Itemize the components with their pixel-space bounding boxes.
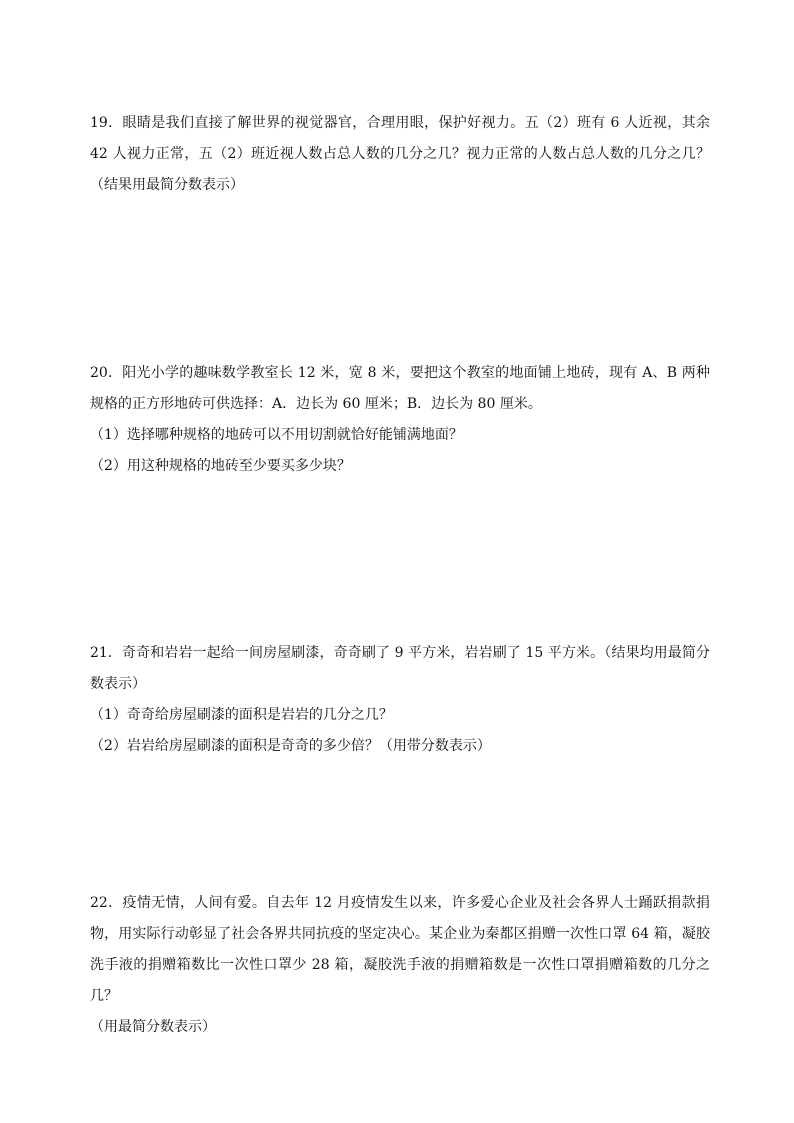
question-20 [90, 358, 710, 482]
question-21-stem: 21．奇奇和岩岩一起给一间房屋刷漆，奇奇刷了 9 平方米，岩岩刷了 15 平方米。（结果均用最简分数表示） [90, 645, 710, 692]
question-21-part-1: （1）奇奇给房屋刷漆的面积是岩岩的几分之几？ [90, 707, 393, 723]
question-22-stem: 22．疫情无情，人间有爱。自去年 12 月疫情发生以来，许多爱心企业及社会各界人士踊跃捐款捐物，用实际行动彰显了社会各界共同抗疫的坚定决心。某企业为秦都区捐赠一次性口罩 64 箱，凝胶洗手液的捐赠箱数比一次性口罩少 28 箱，凝胶洗手液的捐赠箱数是一次性口罩捐赠箱数的几分之几？ [90, 895, 710, 1004]
question-19-stem: 19．眼睛是我们直接了解世界的视觉器官，合理用眼，保护好视力。五（2）班有 6 人近视，其余 42 人视力正常，五（2）班近视人数占总人数的几分之几？视力正常的人数占总人数的几分之几？（结果用最简分数表示） [90, 115, 710, 193]
question-20-part-2: （2）用这种规格的地砖至少要买多少块？ [90, 458, 351, 474]
question-22 [90, 888, 710, 1043]
question-19 [90, 108, 710, 201]
question-21 [90, 638, 710, 762]
question-20-part-1: （1）选择哪种规格的地砖可以不用切割就恰好能铺满地面？ [90, 427, 463, 443]
question-20-stem: 20．阳光小学的趣味数学教室长 12 米，宽 8 米，要把这个教室的地面铺上地砖，现有 A、B 两种规格的正方形地砖可供选择：A．边长为 60 厘米；B．边长为 80 厘米。 [90, 365, 710, 412]
question-21-part-2: （2）岩岩给房屋刷漆的面积是奇奇的多少倍？（用带分数表示） [90, 738, 491, 754]
question-22-note: （用最简分数表示） [90, 1019, 216, 1035]
